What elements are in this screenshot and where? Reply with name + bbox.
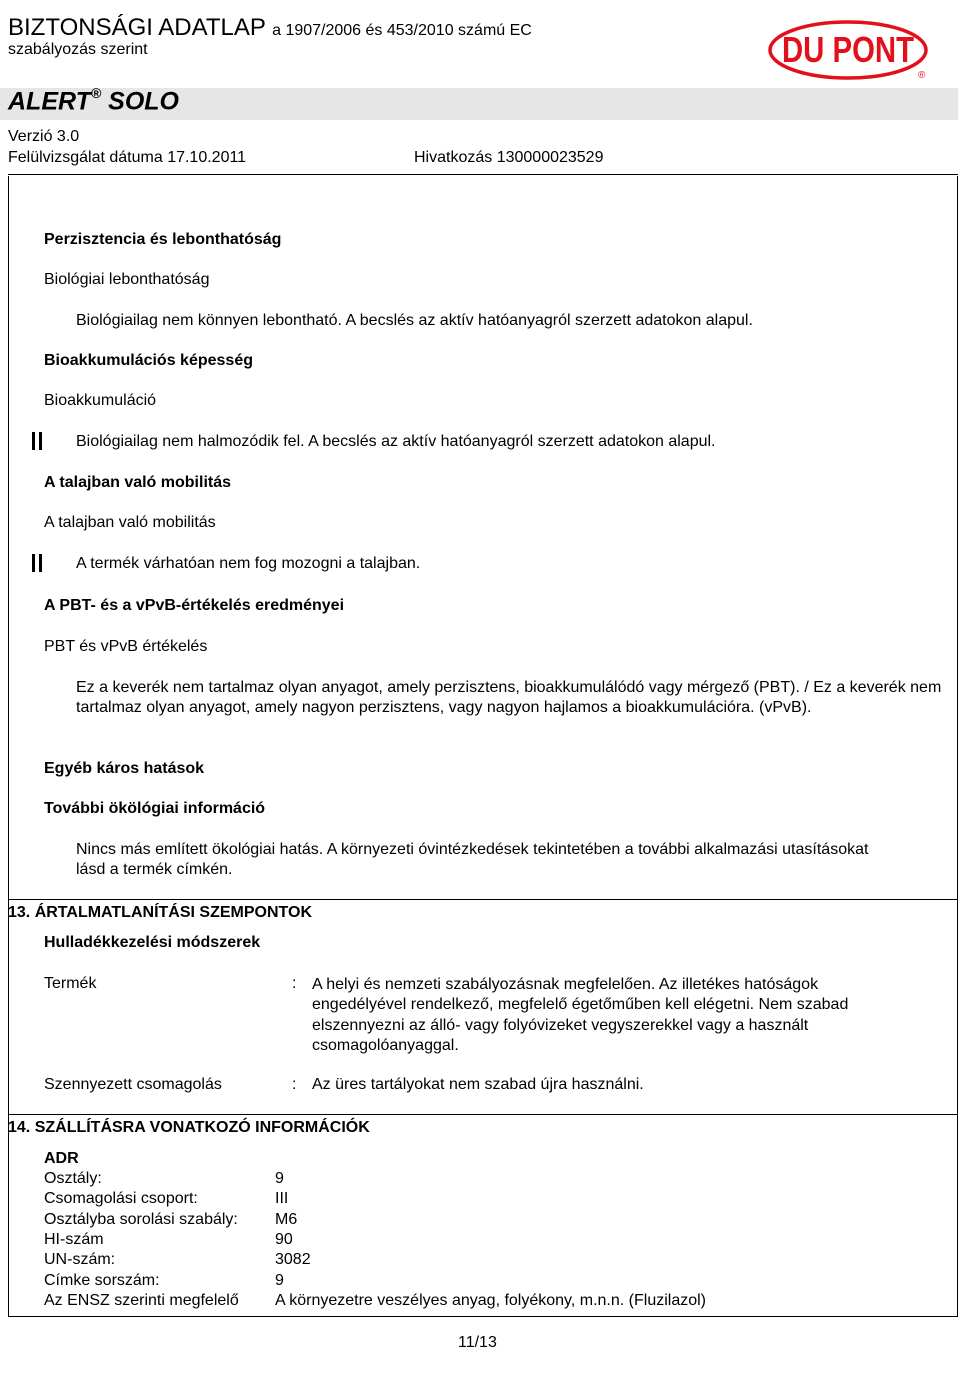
adr-value-label-number: 9 <box>275 1272 284 1289</box>
adr-value-classification-code: M6 <box>275 1211 298 1228</box>
title-regulation: a 1907/2006 és 453/2010 számú EC <box>272 22 532 39</box>
mobility-text: A termék várhatóan nem fog mozogni a talajban. <box>76 555 421 572</box>
version: Verzió 3.0 <box>8 128 80 145</box>
pbt-label: PBT és vPvB értékelés <box>44 638 208 655</box>
adr-value-packing-group: III <box>275 1190 289 1207</box>
revision-date: Felülvizsgálat dátuma 17.10.2011 <box>8 149 247 166</box>
biodeg-label: Biológiai lebonthatóság <box>44 271 210 288</box>
biodeg-text: Biológiailag nem könnyen lebontható. A becslés az aktív hatóanyagról szerzett adatokon alapul. <box>76 312 753 329</box>
product-reg-mark: ® <box>90 85 102 101</box>
bioacc-heading: Bioakkumulációs képesség <box>44 352 253 369</box>
change-marker <box>39 554 42 572</box>
change-marker <box>32 554 35 572</box>
left-border <box>8 176 9 1316</box>
section13-rule <box>8 899 958 900</box>
reference-number: Hivatkozás 130000023529 <box>414 149 604 166</box>
bioacc-text: Biológiailag nem halmozódik fel. A becslés az aktív hatóanyagról szerzett adatokon alapul. <box>76 433 716 450</box>
mobility-heading: A talajban való mobilitás <box>44 474 232 491</box>
disposal-product-value: A helyi és nemzeti szabályozásnak megfelelően. Az illetékes hatóságok engedélyével rendelkező, megfelelő égetőműben kell elégetni. Nem szabad elszennyezni az álló- vagy folyóvizeket vegyszerekkel vagy a használt csomagolóanyaggal. <box>312 976 849 1054</box>
product-name-suffix: SOLO <box>108 87 179 116</box>
section13-heading: 13. ÁRTALMATLANÍTÁSI SZEMPONTOK <box>8 904 312 921</box>
title-regulation-line2: szabályozás szerint <box>8 41 148 58</box>
product-name-main: ALERT <box>8 87 91 116</box>
adr-heading: ADR <box>44 1150 79 1167</box>
right-border <box>957 176 958 1316</box>
footer-rule <box>8 1316 958 1317</box>
change-marker <box>32 432 35 450</box>
page-number: 11/13 <box>458 1334 497 1351</box>
section14-rule <box>8 1114 958 1115</box>
change-marker <box>39 432 42 450</box>
further-info-heading: További ökölógiai információ <box>44 800 266 817</box>
adr-label-classification-code: Osztályba sorolási szabály: <box>44 1211 238 1228</box>
persistence-heading: Perzisztencia és lebonthatóság <box>44 231 282 248</box>
disposal-product-label: Termék <box>44 975 97 992</box>
logo-reg-mark: ® <box>918 70 926 80</box>
disposal-packaging-colon: : <box>292 1076 297 1093</box>
other-effects-heading: Egyéb káros hatások <box>44 760 205 777</box>
disposal-packaging-label: Szennyezett csomagolás <box>44 1076 222 1093</box>
adr-label-un-number: UN-szám: <box>44 1251 116 1268</box>
adr-label-label-number: Címke sorszám: <box>44 1272 160 1289</box>
header-rule <box>8 174 958 175</box>
pbt-text: Ez a keverék nem tartalmaz olyan anyagot, amely perzisztens, bioakkumulálódó vagy mérgező (PBT). / Ez a keverék nem tartalmaz olyan anyagot, amely nagyon perzisztens, vagy nagyon hajlamos a bioakkumulációra. (vPvB). <box>76 679 942 717</box>
further-info-text: Nincs más említett ökológiai hatás. A környezeti óvintézkedések tekintetében a további alkalmazási utasításokat lásd a termék címkén. <box>76 841 869 879</box>
adr-label-hazard-number: HI-szám <box>44 1231 104 1248</box>
disposal-packaging-value: Az üres tartályokat nem szabad újra használni. <box>312 1076 644 1093</box>
adr-value-class: 9 <box>275 1170 284 1187</box>
adr-value-hazard-number: 90 <box>275 1231 293 1248</box>
adr-label-packing-group: Csomagolási csoport: <box>44 1190 198 1207</box>
section14-heading: 14. SZÁLLÍTÁSRA VONATKOZÓ INFORMÁCIÓK <box>8 1119 370 1136</box>
bioacc-label: Bioakkumuláció <box>44 392 157 409</box>
dupont-logo <box>768 20 930 80</box>
logo-wordmark: DU PONT <box>782 29 915 70</box>
adr-value-shipping-name: A környezetre veszélyes anyag, folyékony, m.n.n. (Fluzilazol) <box>275 1292 706 1309</box>
waste-methods-heading: Hulladékkezelési módszerek <box>44 934 261 951</box>
document-title <box>8 14 532 42</box>
adr-label-class: Osztály: <box>44 1170 102 1187</box>
mobility-label: A talajban való mobilitás <box>44 514 216 531</box>
title-main: BIZTONSÁGI ADATLAP <box>8 14 266 41</box>
disposal-product-colon: : <box>292 975 297 992</box>
adr-value-un-number: 3082 <box>275 1251 311 1268</box>
product-name <box>8 87 179 116</box>
pbt-heading: A PBT- és a vPvB-értékelés eredményei <box>44 597 345 614</box>
adr-label-shipping-name: Az ENSZ szerinti megfelelő <box>44 1292 239 1309</box>
